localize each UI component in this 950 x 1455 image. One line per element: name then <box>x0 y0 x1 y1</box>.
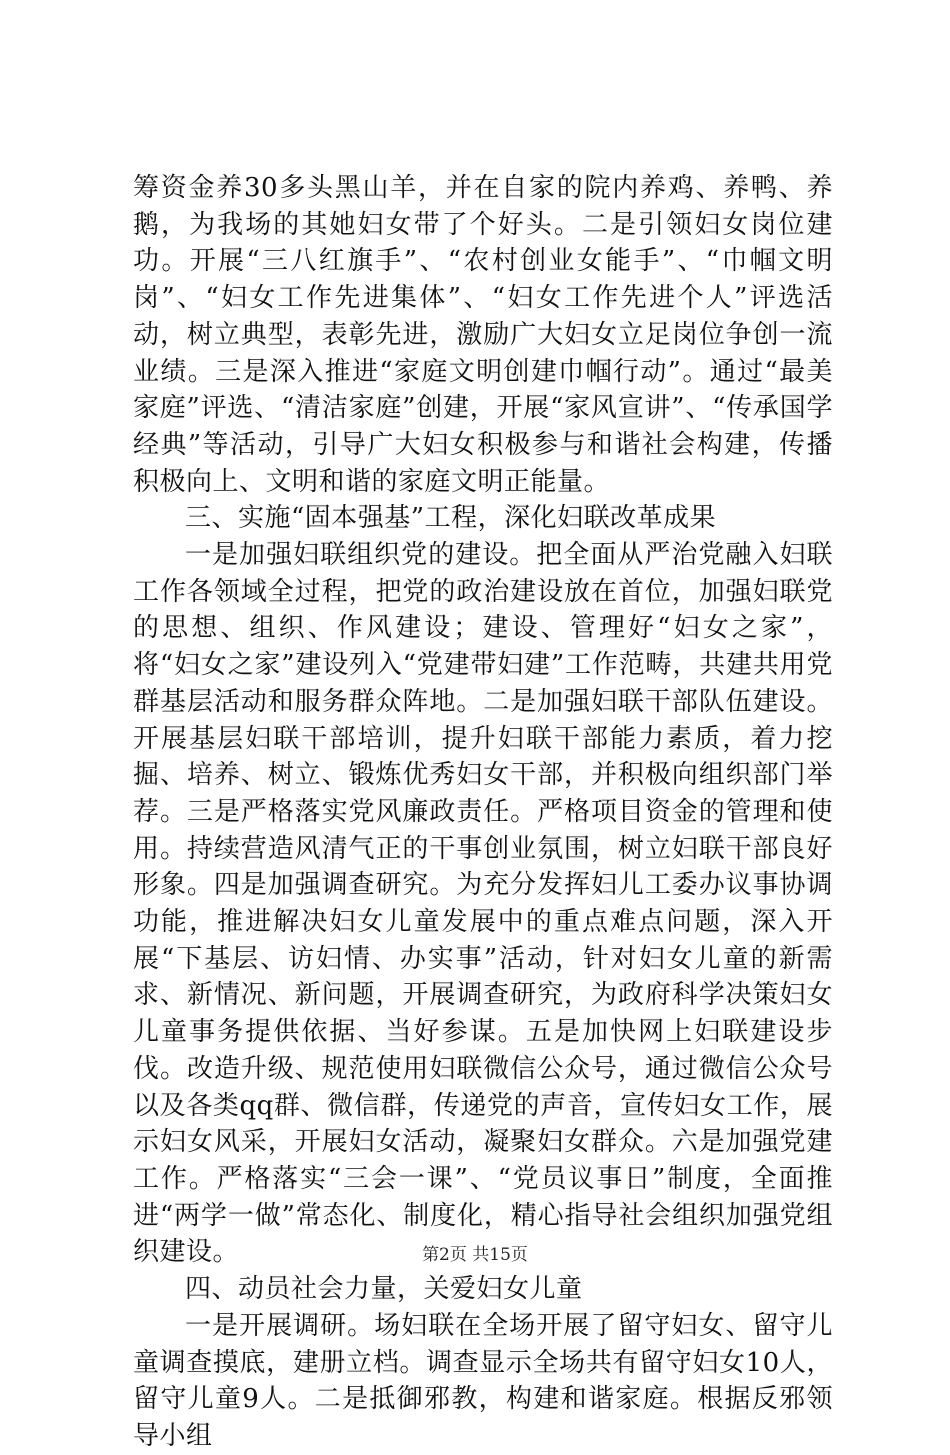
section-heading-4: 四、动员社会力量，关爱妇女儿童 <box>185 1274 583 1305</box>
page-number-footer: 第2页 共15页 <box>422 1245 528 1265</box>
paragraph-section-4: 一是开展调研。场妇联在全场开展了留守妇女、留守儿童调查摸底，建册立档。调查显示全场共有留守妇女10人，留守儿童9人。二是抵御邪教，构建和谐家庭。根据反邪领导小组 <box>133 1310 833 1451</box>
paragraph-continuation: 筹资金养30多头黑山羊，并在自家的院内养鸡、养鸭、养鹅，为我场的其她妇女带了个好头。二是引领妇女岗位建功。开展“三八红旗手”、“农村创业女能手”、“巾帼文明岗”、“妇女工作先进集体”、“妇女工作先进个人”评选活动，树立典型，表彰先进，激励广大妇女立足岗位争创一流业绩。三是深入推进“家庭文明创建巾帼行动”。通过“最美家庭”评选、“清洁家庭”创建，开展“家风宣讲”、“传承国学经典”等活动，引导广大妇女积极参与和谐社会构建，传播积极向上、文明和谐的家庭文明正能量。 <box>133 173 833 497</box>
paragraph-section-3: 一是加强妇联组织党的建设。把全面从严治党融入妇联工作各领域全过程，把党的政治建设放在首位，加强妇联党的思想、组织、作风建设；建设、管理好“妇女之家”，将“妇女之家”建设列入“党建带妇建”工作范畴，共建共用党群基层活动和服务群众阵地。二是加强妇联干部队伍建设。开展基层妇联干部培训，提升妇联干部能力素质，着力挖掘、培养、树立、锻炼优秀妇女干部，并积极向组织部门举荐。三是严格落实党风廉政责任。严格项目资金的管理和使用。持续营造风清气正的干事创业氛围，树立妇联干部良好形象。四是加强调查研究。为充分发挥妇儿工委办议事协调功能，推进解决妇女儿童发展中的重点难点问题，深入开展“下基层、访妇情、办实事”活动，针对妇女儿童的新需求、新情况、新问题，开展调查研究，为政府科学决策妇女儿童事务提供依据、当好参谋。五是加快网上妇联建设步伐。改造升级、规范使用妇联微信公众号，通过微信公众号以及各类qq群、微信群，传递党的声音，宣传妇女工作，展示妇女风采，开展妇女活动，凝聚妇女群众。六是加强党建工作。严格落实“三会一课”、“党员议事日”制度，全面推进“两学一做”常态化、制度化，精心指导社会组织加强党组织建设。 <box>133 540 833 1268</box>
section-heading-3: 三、实施“固本强基”工程，深化妇联改革成果 <box>185 503 717 534</box>
